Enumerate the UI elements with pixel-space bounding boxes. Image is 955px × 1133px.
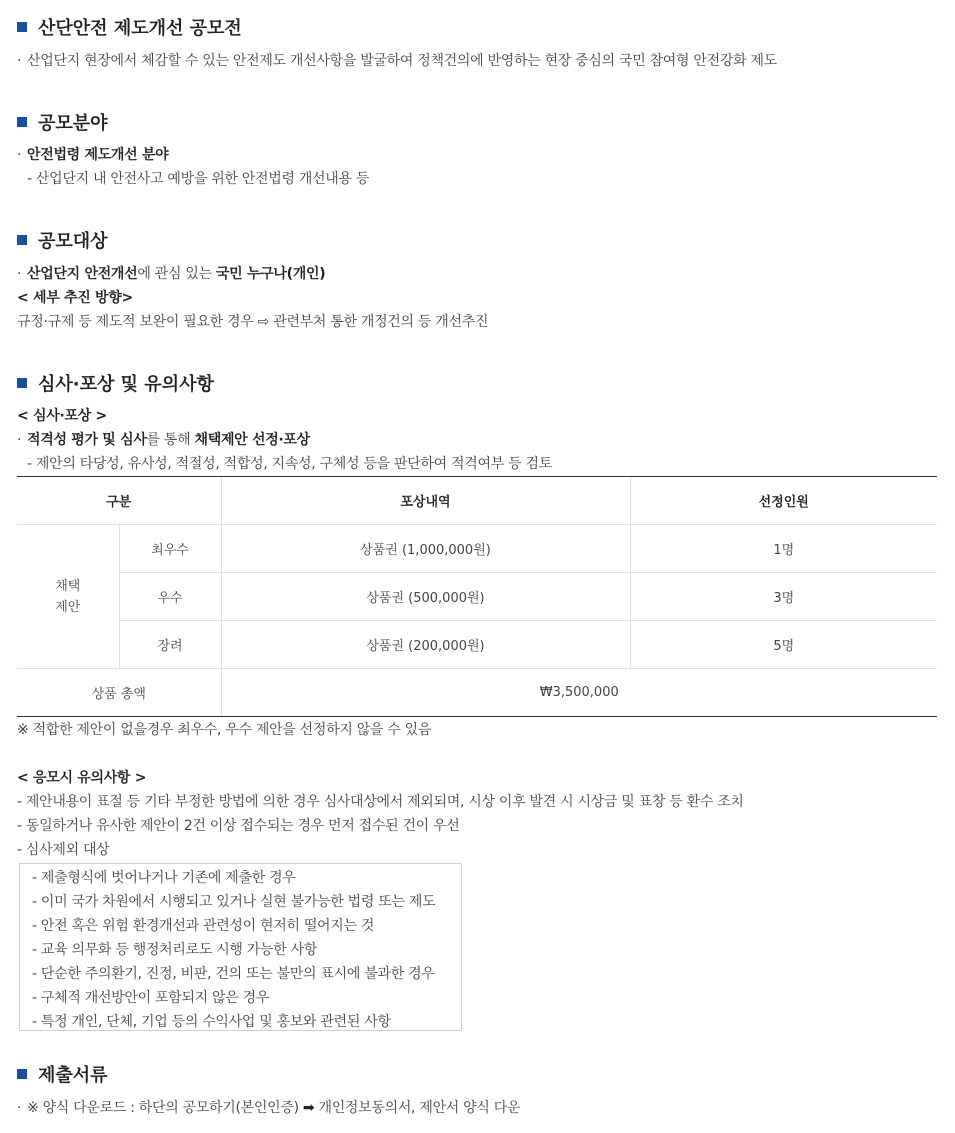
prize-cell: 상품권 (1,000,000원) bbox=[221, 525, 630, 573]
caution-line: - 제안내용이 표절 등 기타 부정한 방법에 의한 경우 심사대상에서 제외되며, 시상 이후 발견 시 시상금 및 표창 등 환수 조치 bbox=[17, 794, 744, 810]
prize-table bbox=[17, 476, 937, 717]
direction-heading: < 세부 추진 방향> bbox=[17, 290, 133, 306]
square-bullet-icon bbox=[17, 235, 27, 245]
total-value: ₩3,500,000 bbox=[221, 669, 937, 717]
table-row bbox=[17, 525, 937, 573]
section-title-documents: 제출서류 bbox=[17, 1061, 108, 1087]
contest-description: · 산업단지 현장에서 체감할 수 있는 안전제도 개선사항을 발굴하여 정책건의에 반영하는 현장 중심의 국민 참여형 안전강화 제도 bbox=[17, 53, 777, 69]
exclusion-item: - 구체적 개선방안이 포함되지 않은 경우 bbox=[32, 990, 270, 1006]
header-category: 구분 bbox=[17, 477, 221, 525]
section-title-review: 심사·포상 및 유의사항 bbox=[17, 370, 214, 396]
group-label: 채택 제안 bbox=[17, 525, 119, 669]
count-cell: 5명 bbox=[630, 621, 937, 669]
exclusion-item: - 특정 개인, 단체, 기업 등의 수익사업 및 홍보와 관련된 사항 bbox=[32, 1014, 391, 1030]
direction-description: 규정·규제 등 제도적 보완이 필요한 경우 ⇨ 관련부처 통한 개정건의 등 개선추진 bbox=[17, 314, 489, 330]
grade-cell: 최우수 bbox=[119, 525, 221, 573]
exclusion-item: - 단순한 주의환기, 진정, 비판, 건의 또는 불만의 표시에 불과한 경우 bbox=[32, 966, 435, 982]
target-description: · 산업단지 안전개선에 관심 있는 국민 누구나(개인) bbox=[17, 266, 326, 282]
count-cell: 3명 bbox=[630, 573, 937, 621]
review-description: · 적격성 평가 및 심사를 통해 채택제안 선정·포상 bbox=[17, 432, 310, 448]
caution-line: - 심사제외 대상 bbox=[17, 842, 110, 858]
exclusion-item: - 교육 의무화 등 행정처리로도 시행 가능한 사항 bbox=[32, 942, 318, 958]
square-bullet-icon bbox=[17, 117, 27, 127]
grade-cell: 장려 bbox=[119, 621, 221, 669]
field-item: · 안전법령 제도개선 분야 bbox=[17, 147, 169, 163]
table-row bbox=[17, 621, 937, 669]
prize-cell: 상품권 (500,000원) bbox=[221, 573, 630, 621]
table-row bbox=[17, 573, 937, 621]
section-title-contest: 산단안전 제도개선 공모전 bbox=[17, 14, 242, 40]
grade-cell: 우수 bbox=[119, 573, 221, 621]
section-title-target: 공모대상 bbox=[17, 227, 108, 253]
total-label: 상품 총액 bbox=[17, 669, 221, 717]
exclusion-item: - 제출형식에 벗어나거나 기존에 제출한 경우 bbox=[32, 870, 296, 886]
caution-line: - 동일하거나 유사한 제안이 2건 이상 접수되는 경우 먼저 접수된 건이 우선 bbox=[17, 818, 460, 834]
table-total-row bbox=[17, 669, 937, 717]
table-header-row bbox=[17, 477, 937, 525]
header-count: 선정인원 bbox=[630, 477, 937, 525]
caution-heading: < 응모시 유의사항 > bbox=[17, 770, 147, 786]
header-prize: 포상내역 bbox=[221, 477, 630, 525]
field-description: - 산업단지 내 안전사고 예방을 위한 안전법령 개선내용 등 bbox=[27, 171, 370, 187]
exclusion-item: - 이미 국가 차원에서 시행되고 있거나 실현 불가능한 법령 또는 제도 bbox=[32, 894, 436, 910]
review-heading: < 심사·포상 > bbox=[17, 408, 107, 424]
exclusion-item: - 안전 혹은 위험 환경개선과 관련성이 현저히 떨어지는 것 bbox=[32, 918, 375, 934]
download-instruction: · ※ 양식 다운로드 : 하단의 공모하기(본인인증) ➡ 개인정보동의서, 제안서 양식 다운 bbox=[17, 1100, 521, 1116]
count-cell: 1명 bbox=[630, 525, 937, 573]
review-criteria: - 제안의 타당성, 유사성, 적절성, 적합성, 지속성, 구체성 등을 판단하여 적격여부 등 검토 bbox=[27, 456, 552, 472]
section-title-field: 공모분야 bbox=[17, 109, 108, 135]
arrow-right-icon: ➡ bbox=[302, 1100, 315, 1116]
square-bullet-icon bbox=[17, 378, 27, 388]
square-bullet-icon bbox=[17, 1069, 27, 1079]
square-bullet-icon bbox=[17, 22, 27, 32]
selection-note: ※ 적합한 제안이 없을경우 최우수, 우수 제안을 선정하지 않을 수 있음 bbox=[17, 722, 432, 738]
prize-cell: 상품권 (200,000원) bbox=[221, 621, 630, 669]
exclusion-box bbox=[19, 863, 462, 1031]
